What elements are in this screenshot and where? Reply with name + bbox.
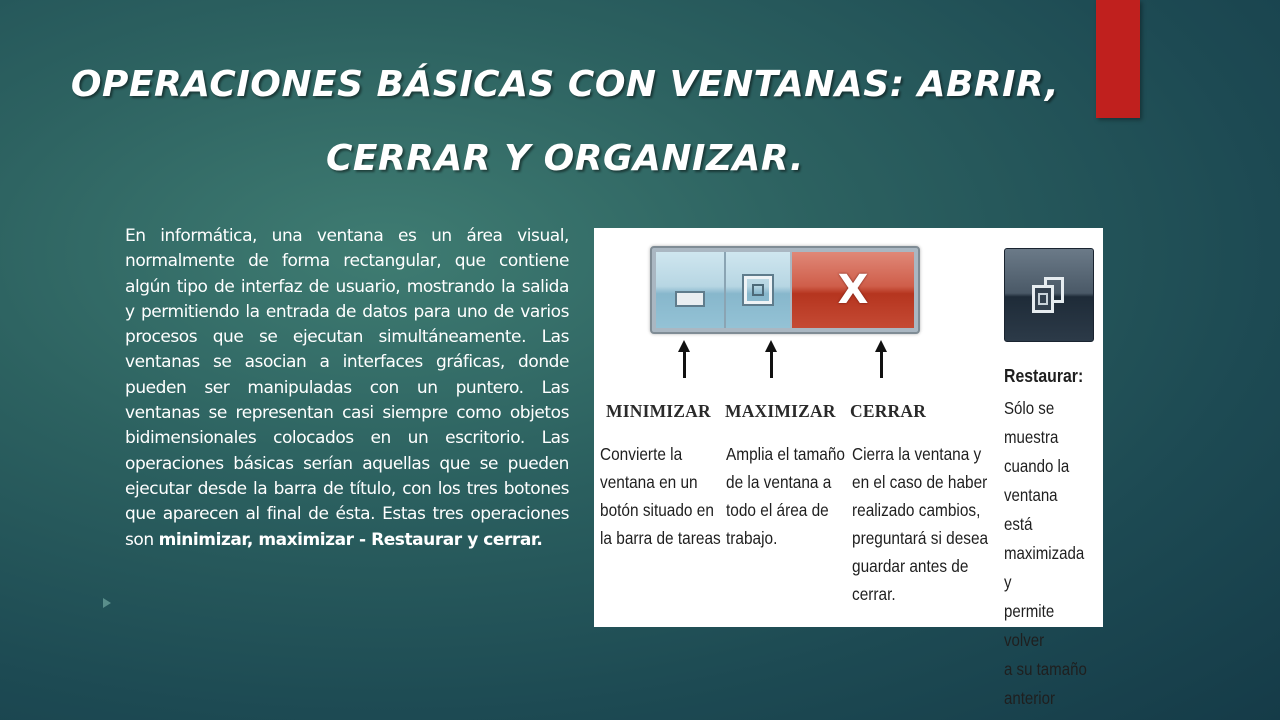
body-paragraph xyxy=(125,224,569,553)
slide-title-line-1: OPERACIONES BÁSICAS CON VENTANAS: ABRIR, xyxy=(70,64,1060,105)
restore-icon xyxy=(1032,277,1066,313)
arrow-up-icon xyxy=(678,340,690,378)
minimize-button xyxy=(656,252,726,328)
arrow-up-icon xyxy=(765,340,777,378)
accent-tab xyxy=(1096,0,1140,118)
maximize-description: Amplia el tamaño de la ventana a todo el área de trabajo. xyxy=(726,444,845,548)
maximize-button xyxy=(726,252,790,328)
maximize-heading: MAXIMIZAR xyxy=(725,401,836,421)
minimize-description: Convierte la ventana en un botón situado en la barra de tareas xyxy=(600,444,721,548)
slide-title-line-2: CERRAR Y ORGANIZAR. xyxy=(326,138,804,179)
bullet-arrow-icon xyxy=(103,598,111,608)
restore-description: Sólo se muestra cuando la ventana está maximizada y permite volver a su tamaño anterior xyxy=(1004,398,1087,708)
body-intro-text: En informática, una ventana es un área visual, normalmente de forma rectangular, que contiene algún tipo de interfaz de usuario, mostrando la salida y permitiendo la entrada de datos para uno de varios procesos que se ejecutan simultáneamente. Las ventanas se asocian a interfaces gráficas, donde pueden ser manipuladas con un puntero. Las ventanas se representan casi siempre como objetos bidimensionales colocados en un escritorio. Las operaciones básicas serían aquellas que se pueden ejecutar desde la barra de título, con los tres botones que aparecen al final de ésta. Estas tres operaciones son xyxy=(125,226,569,550)
restore-heading: Restaurar: xyxy=(1004,366,1084,386)
minimize-icon xyxy=(675,291,705,307)
title-bar-buttons xyxy=(650,246,920,334)
body-bold-text: minimizar, maximizar - Restaurar y cerrar. xyxy=(158,529,543,550)
restore-button xyxy=(1004,248,1094,342)
close-icon: X xyxy=(837,267,869,313)
slide-title xyxy=(40,48,1090,196)
minimize-heading: MINIMIZAR xyxy=(606,401,711,421)
window-buttons-figure xyxy=(594,228,1103,708)
close-button xyxy=(792,252,914,328)
close-heading: CERRAR xyxy=(850,401,927,421)
arrow-up-icon xyxy=(875,340,887,378)
close-description: Cierra la ventana y en el caso de haber realizado cambios, preguntará si desea guardar antes de cerrar. xyxy=(852,444,989,604)
maximize-icon xyxy=(744,276,772,304)
